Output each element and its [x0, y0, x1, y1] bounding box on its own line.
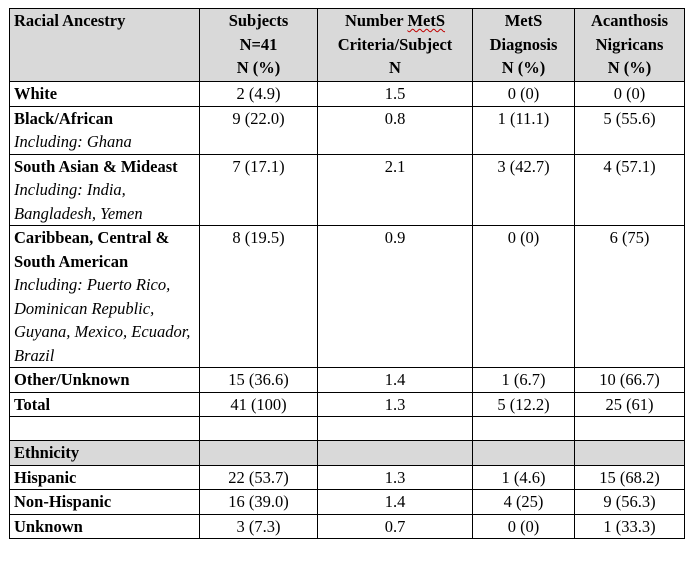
table-row-black-african: [10, 106, 685, 154]
table-row-other-unknown: [10, 368, 685, 393]
diagnosis-cell: 0 (0): [473, 514, 575, 539]
header-subjects: [200, 9, 318, 82]
category-cell: [10, 465, 200, 490]
section-cell: [575, 441, 685, 466]
acanthosis-cell: 10 (66.7): [575, 368, 685, 393]
criteria-cell: 0.9: [318, 226, 473, 368]
category-name: Black/African: [14, 108, 113, 128]
table-row-south-asian: [10, 154, 685, 226]
category-note: Including: Puerto Rico, Dominican Republic, Guyana, Mexico, Ecuador, Brazil: [14, 275, 191, 365]
header-mets-criteria-flag: MetS: [407, 11, 446, 30]
diagnosis-cell: 5 (12.2): [473, 392, 575, 417]
category-name: Total: [14, 394, 51, 414]
ethnicity-section-row: [10, 441, 685, 466]
diagnosis-cell: 0 (0): [473, 82, 575, 107]
header-mets-criteria-line3: N: [389, 58, 401, 77]
blank-cell: [318, 417, 473, 441]
blank-spacer-row: [10, 417, 685, 441]
acanthosis-cell: 15 (68.2): [575, 465, 685, 490]
section-cell: [318, 441, 473, 466]
category-cell: [10, 368, 200, 393]
criteria-cell: 1.3: [318, 465, 473, 490]
blank-cell: [10, 417, 200, 441]
header-acanthosis-line3: N (%): [607, 58, 652, 77]
subjects-cell: 15 (36.6): [200, 368, 318, 393]
header-racial-ancestry: [10, 9, 200, 82]
header-mets-criteria-line1: [322, 9, 468, 33]
subjects-cell: 22 (53.7): [200, 465, 318, 490]
category-cell: [10, 392, 200, 417]
table-row-total: [10, 392, 685, 417]
category-cell: [10, 490, 200, 515]
category-name: Other/Unknown: [14, 370, 130, 389]
header-mets-criteria-line2: Criteria/Subject: [337, 34, 453, 54]
criteria-cell: 1.5: [318, 82, 473, 107]
table-row-non-hispanic: [10, 490, 685, 515]
category-name: South Asian & Mideast: [14, 156, 178, 176]
diagnosis-cell: 0 (0): [473, 226, 575, 368]
header-mets-diagnosis-line3: N (%): [501, 58, 546, 77]
header-mets-diagnosis: [473, 9, 575, 82]
subjects-cell: 3 (7.3): [200, 514, 318, 539]
table-row-caribbean: [10, 226, 685, 368]
category-note: Including: India, Bangladesh, Yemen: [14, 180, 143, 223]
acanthosis-cell: 0 (0): [575, 82, 685, 107]
subjects-cell: 16 (39.0): [200, 490, 318, 515]
category-cell: [10, 154, 200, 226]
diagnosis-cell: 1 (11.1): [473, 106, 575, 154]
category-cell: [10, 82, 200, 107]
header-acanthosis: [575, 9, 685, 82]
criteria-cell: 1.4: [318, 490, 473, 515]
category-name: Hispanic: [14, 467, 77, 487]
header-mets-criteria-prefix: Number: [344, 11, 408, 30]
criteria-cell: 0.8: [318, 106, 473, 154]
blank-cell: [575, 417, 685, 441]
header-row: [10, 9, 685, 82]
diagnosis-cell: 1 (6.7): [473, 368, 575, 393]
acanthosis-cell: 5 (55.6): [575, 106, 685, 154]
subjects-cell: 2 (4.9): [200, 82, 318, 107]
blank-cell: [200, 417, 318, 441]
ethnicity-section-label: Ethnicity: [10, 441, 200, 466]
header-acanthosis-line1: Acanthosis: [590, 11, 668, 30]
subjects-cell: 9 (22.0): [200, 106, 318, 154]
acanthosis-cell: 4 (57.1): [575, 154, 685, 226]
blank-cell: [473, 417, 575, 441]
table-row-unknown: [10, 514, 685, 539]
table-row-hispanic: [10, 465, 685, 490]
section-cell: [473, 441, 575, 466]
header-subjects-line1: Subjects: [228, 11, 289, 30]
table-row-white: [10, 82, 685, 107]
section-cell: [200, 441, 318, 466]
acanthosis-cell: 25 (61): [575, 392, 685, 417]
subjects-cell: 8 (19.5): [200, 226, 318, 368]
category-name: Unknown: [14, 516, 83, 536]
subjects-cell: 7 (17.1): [200, 154, 318, 226]
header-racial-ancestry-label: Racial Ancestry: [14, 11, 126, 30]
diagnosis-cell: 3 (42.7): [473, 154, 575, 226]
category-name: Caribbean, Central & South American: [14, 228, 170, 271]
criteria-cell: 2.1: [318, 154, 473, 226]
category-name: White: [14, 84, 58, 103]
criteria-cell: 1.4: [318, 368, 473, 393]
header-mets-diagnosis-line1: MetS: [504, 11, 543, 30]
diagnosis-cell: 4 (25): [473, 490, 575, 515]
metabolic-syndrome-table: [9, 8, 685, 539]
criteria-cell: 1.3: [318, 392, 473, 417]
header-subjects-line2: N=41: [239, 34, 278, 54]
category-cell: [10, 226, 200, 368]
acanthosis-cell: 1 (33.3): [575, 514, 685, 539]
header-mets-diagnosis-line2: Diagnosis: [489, 34, 558, 54]
category-note: Including: Ghana: [14, 132, 132, 151]
category-cell: [10, 106, 200, 154]
acanthosis-cell: 6 (75): [575, 226, 685, 368]
header-subjects-line3: N (%): [236, 58, 281, 77]
category-cell: [10, 514, 200, 539]
header-acanthosis-line2: Nigricans: [595, 34, 664, 54]
diagnosis-cell: 1 (4.6): [473, 465, 575, 490]
acanthosis-cell: 9 (56.3): [575, 490, 685, 515]
subjects-cell: 41 (100): [200, 392, 318, 417]
category-name: Non-Hispanic: [14, 492, 112, 511]
criteria-cell: 0.7: [318, 514, 473, 539]
header-mets-criteria: [318, 9, 473, 82]
